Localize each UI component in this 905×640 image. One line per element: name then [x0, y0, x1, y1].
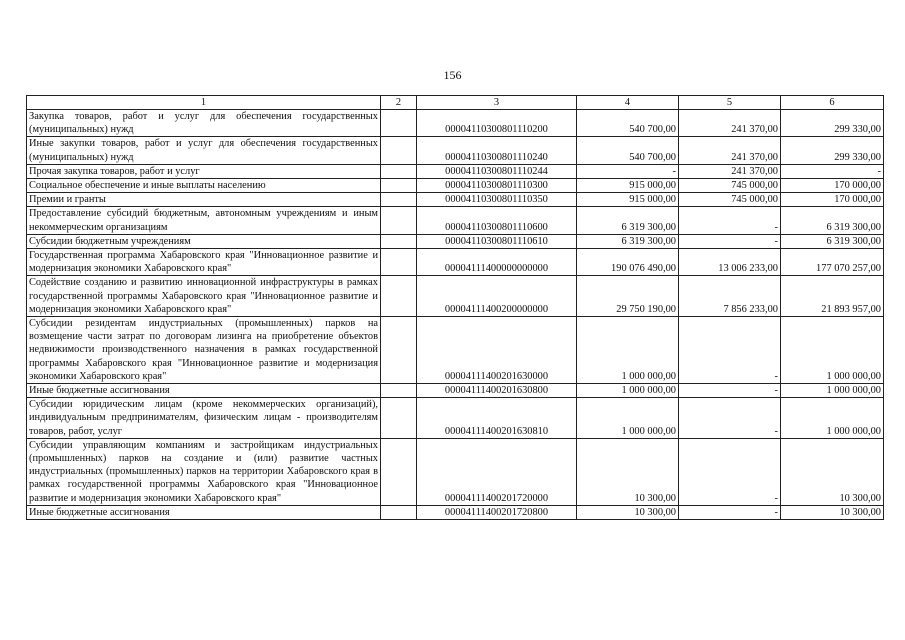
table-row [27, 384, 884, 398]
row-code: 00004111400201720800 [417, 505, 577, 519]
row-code: 00004110300801110244 [417, 164, 577, 178]
row-value-4: 6 319 300,00 [577, 207, 679, 234]
table-row [27, 110, 884, 137]
row-name: Субсидии управляющим компаниям и застройщикам индустриальных (промышленных) парков на создание и (или) развитие частных индустриальных (промышленных) парков на территории Хабаровского края в рамках государственной программы Хабаровского края "Инновационное развитие и модернизация экономики Хабаровского края" [27, 438, 381, 505]
row-value-5: 13 006 233,00 [679, 249, 781, 276]
row-col2 [381, 193, 417, 207]
row-value-5: - [679, 234, 781, 248]
row-name: Субсидии резидентам индустриальных (промышленных) парков на возмещение части затрат по договорам лизинга на приобретение объектов недвижимости производственного назначения в рамках государственной программы Хабаровского края "Инновационное развитие и модернизация экономики Хабаровского края" [27, 317, 381, 384]
row-value-4: 1 000 000,00 [577, 384, 679, 398]
row-col2 [381, 110, 417, 137]
row-value-6: 21 893 957,00 [781, 276, 884, 317]
row-value-6: 170 000,00 [781, 193, 884, 207]
row-col2 [381, 505, 417, 519]
row-name: Премии и гранты [27, 193, 381, 207]
row-value-5: 241 370,00 [679, 164, 781, 178]
row-value-5: - [679, 207, 781, 234]
table-row [27, 137, 884, 164]
row-name: Прочая закупка товаров, работ и услуг [27, 164, 381, 178]
row-value-4: 540 700,00 [577, 137, 679, 164]
row-name: Субсидии юридическим лицам (кроме некоммерческих организаций), индивидуальным предпринимателям, физическим лицам - производителям товаров, работ, услуг [27, 398, 381, 439]
table-row [27, 398, 884, 439]
row-code: 00004110300801110300 [417, 179, 577, 193]
table-row [27, 438, 884, 505]
table-row [27, 317, 884, 384]
row-value-5: 745 000,00 [679, 179, 781, 193]
row-value-6: 299 330,00 [781, 137, 884, 164]
row-name: Иные бюджетные ассигнования [27, 384, 381, 398]
column-header-6: 6 [781, 96, 884, 110]
table-row [27, 179, 884, 193]
row-col2 [381, 398, 417, 439]
row-value-6: 299 330,00 [781, 110, 884, 137]
column-header-5: 5 [679, 96, 781, 110]
row-code: 00004111400201630810 [417, 398, 577, 439]
row-name: Социальное обеспечение и иные выплаты населению [27, 179, 381, 193]
row-value-5: 241 370,00 [679, 110, 781, 137]
row-value-5: 745 000,00 [679, 193, 781, 207]
row-col2 [381, 317, 417, 384]
row-col2 [381, 438, 417, 505]
row-col2 [381, 234, 417, 248]
table-row [27, 193, 884, 207]
row-value-5: - [679, 398, 781, 439]
row-value-6: - [781, 164, 884, 178]
row-col2 [381, 164, 417, 178]
row-value-5: - [679, 505, 781, 519]
row-name: Государственная программа Хабаровского края "Инновационное развитие и модернизация экономики Хабаровского края" [27, 249, 381, 276]
row-value-6: 170 000,00 [781, 179, 884, 193]
column-header-2: 2 [381, 96, 417, 110]
row-value-4: 10 300,00 [577, 438, 679, 505]
row-value-6: 6 319 300,00 [781, 207, 884, 234]
row-value-4: 190 076 490,00 [577, 249, 679, 276]
row-name: Закупка товаров, работ и услуг для обеспечения государственных (муниципальных) нужд [27, 110, 381, 137]
row-value-6: 1 000 000,00 [781, 398, 884, 439]
row-value-6: 1 000 000,00 [781, 317, 884, 384]
row-code: 00004111400201630800 [417, 384, 577, 398]
row-col2 [381, 179, 417, 193]
table-row [27, 164, 884, 178]
row-value-4: 1 000 000,00 [577, 317, 679, 384]
row-col2 [381, 384, 417, 398]
row-name: Иные бюджетные ассигнования [27, 505, 381, 519]
row-col2 [381, 276, 417, 317]
row-value-4: 915 000,00 [577, 179, 679, 193]
row-value-4: 10 300,00 [577, 505, 679, 519]
row-code: 00004111400201720000 [417, 438, 577, 505]
table-row [27, 249, 884, 276]
row-col2 [381, 249, 417, 276]
row-code: 00004110300801110200 [417, 110, 577, 137]
table-row [27, 234, 884, 248]
column-header-4: 4 [577, 96, 679, 110]
table-row [27, 207, 884, 234]
row-value-4: 6 319 300,00 [577, 234, 679, 248]
row-value-6: 10 300,00 [781, 438, 884, 505]
row-value-6: 6 319 300,00 [781, 234, 884, 248]
row-value-5: 7 856 233,00 [679, 276, 781, 317]
row-value-6: 1 000 000,00 [781, 384, 884, 398]
row-code: 00004111400201630000 [417, 317, 577, 384]
row-value-5: 241 370,00 [679, 137, 781, 164]
column-header-3: 3 [417, 96, 577, 110]
row-code: 00004110300801110240 [417, 137, 577, 164]
row-value-6: 177 070 257,00 [781, 249, 884, 276]
row-value-4: 1 000 000,00 [577, 398, 679, 439]
row-value-4: 540 700,00 [577, 110, 679, 137]
row-value-5: - [679, 384, 781, 398]
row-name: Иные закупки товаров, работ и услуг для обеспечения государственных (муниципальных) нужд [27, 137, 381, 164]
row-value-5: - [679, 438, 781, 505]
row-col2 [381, 207, 417, 234]
table-row [27, 276, 884, 317]
row-name: Субсидии бюджетным учреждениям [27, 234, 381, 248]
row-value-5: - [679, 317, 781, 384]
row-code: 00004110300801110350 [417, 193, 577, 207]
row-value-4: - [577, 164, 679, 178]
column-header-1: 1 [27, 96, 381, 110]
row-code: 00004111400000000000 [417, 249, 577, 276]
row-value-4: 915 000,00 [577, 193, 679, 207]
row-value-4: 29 750 190,00 [577, 276, 679, 317]
row-value-6: 10 300,00 [781, 505, 884, 519]
row-code: 00004110300801110600 [417, 207, 577, 234]
row-name: Предоставление субсидий бюджетным, автономным учреждениям и иным некоммерческим организациям [27, 207, 381, 234]
row-col2 [381, 137, 417, 164]
table-row [27, 505, 884, 519]
header-row [27, 96, 884, 110]
row-code: 00004111400200000000 [417, 276, 577, 317]
budget-table [26, 95, 884, 520]
row-code: 00004110300801110610 [417, 234, 577, 248]
row-name: Содействие созданию и развитию инновационной инфраструктуры в рамках государственной программы Хабаровского края "Инновационное развитие и модернизация экономики Хабаровского края" [27, 276, 381, 317]
page-number: 156 [443, 68, 462, 82]
